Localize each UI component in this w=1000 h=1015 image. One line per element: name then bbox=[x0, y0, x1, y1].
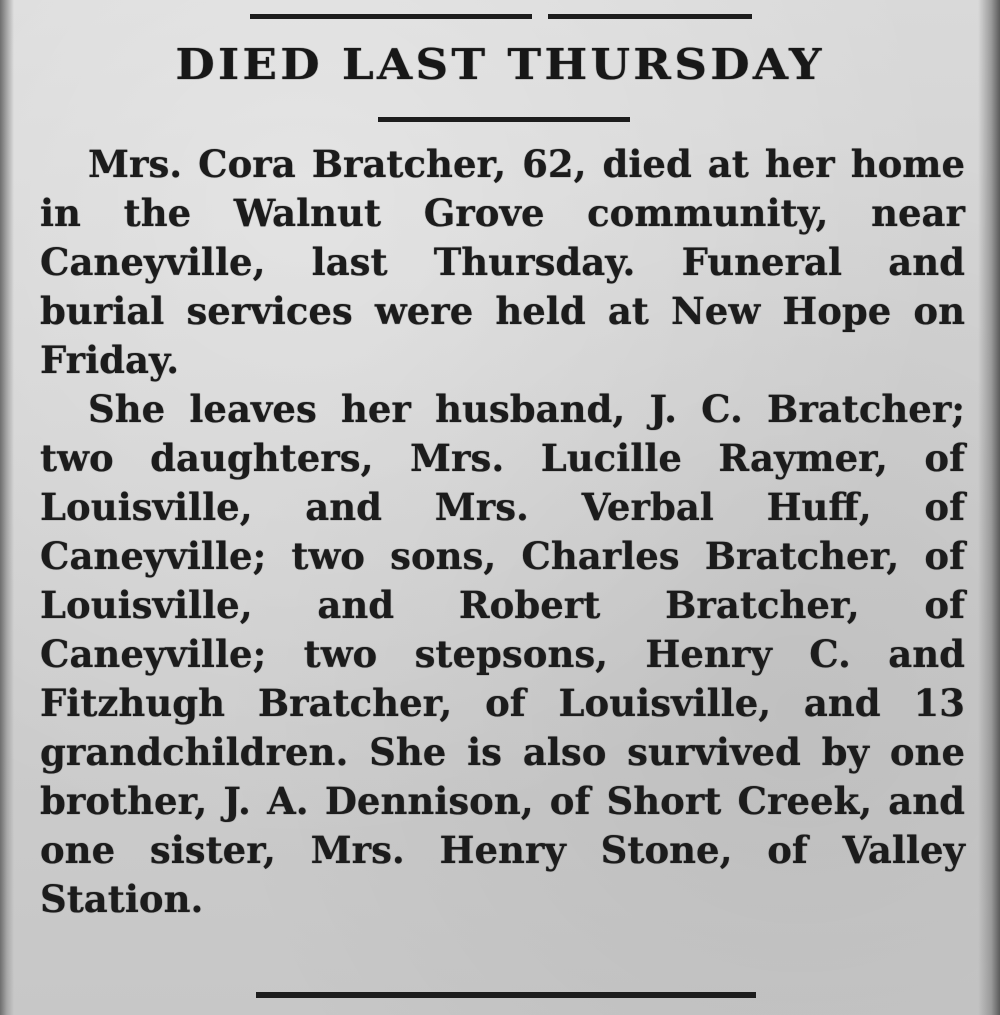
clipping-right-edge bbox=[978, 0, 1000, 1015]
article-paragraph-1: Mrs. Cora Bratcher, 62, died at her home in the Walnut Grove community, near Caneyville, last Thursday. Funeral and burial services were held at New Hope on Friday. bbox=[40, 142, 965, 382]
article-headline: DIED LAST THURSDAY bbox=[175, 40, 825, 89]
clipping-left-edge bbox=[0, 0, 14, 1015]
article-body bbox=[40, 140, 965, 924]
article-paragraph-2: She leaves her husband, J. C. Bratcher; two daughters, Mrs. Lucille Raymer, of Louisville, and Mrs. Verbal Huff, of Caneyville; two sons, Charles Bratcher, of Louisville, and Robert Bratcher, of Caneyville; two stepsons, Henry C. and Fitzhugh Bratcher, of Louisville, and 13 grandchildren. She is also survived by one brother, J. A. Dennison, of Short Creek, and one sister, Mrs. Henry Stone, of Valley Station. bbox=[40, 387, 965, 921]
headline-rule bbox=[378, 117, 630, 122]
top-rule-left bbox=[250, 14, 532, 19]
bottom-rule bbox=[256, 992, 756, 998]
top-rule-right bbox=[548, 14, 752, 19]
